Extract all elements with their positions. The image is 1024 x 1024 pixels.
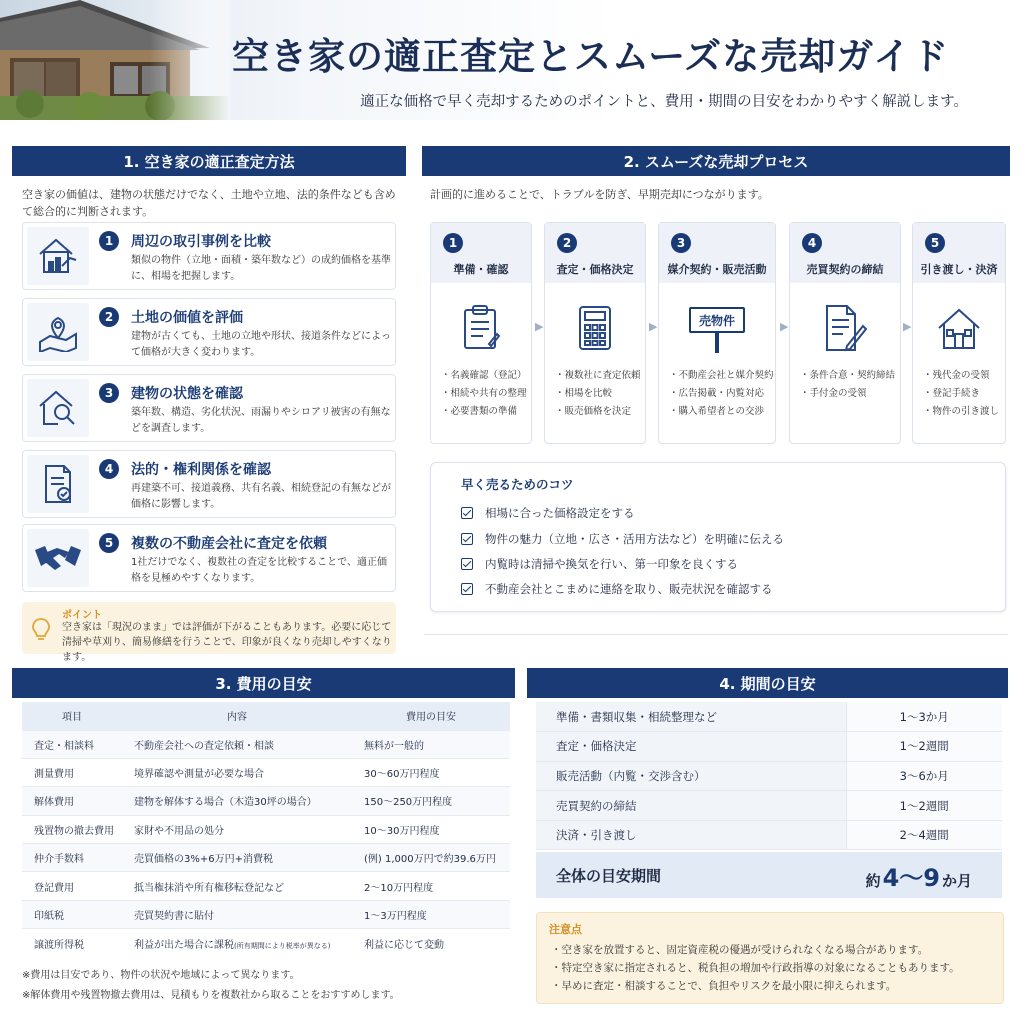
- table-row: 登記費用 抵当権抹消や所有権移転登記など 2〜10万円程度: [22, 872, 510, 900]
- method-number: 2: [99, 307, 119, 327]
- chevron-right-icon: ▶: [649, 320, 658, 333]
- tip-item: 不動産会社とこまめに連絡を取り、販売状況を確認する: [461, 581, 773, 597]
- table-row: 販売活動（内覧・交渉含む） 3〜6か月: [536, 761, 1002, 791]
- method-card-1: [22, 222, 396, 290]
- for-sale-sign-icon: [659, 293, 775, 363]
- tip-item: 相場に合った価格設定をする: [461, 505, 635, 521]
- step-item: ・ 登記手続き: [923, 385, 999, 403]
- column-header: 内容: [122, 702, 352, 730]
- method-number: 1: [99, 231, 119, 251]
- step-item: ・ 販売価格を決定: [555, 403, 641, 421]
- handshake-icon: [27, 529, 89, 587]
- section2-intro: 計画的に進めることで、トラブルを防ぎ、早期売却につながります。: [430, 188, 769, 201]
- step-card-5: [912, 222, 1006, 444]
- step-title: 引き渡し・決済: [920, 263, 998, 276]
- step-card-1: [430, 222, 532, 444]
- step-items: [441, 367, 527, 421]
- tip-item: 物件の魅力（立地・広さ・活用方法など）を明確に伝える: [461, 531, 784, 547]
- checkbox-checked-icon: [461, 583, 473, 595]
- method-desc: 建物が古くても、土地の立地や形状、接道条件などによって価格が大きく変わります。: [131, 331, 391, 358]
- step-card-3: [658, 222, 776, 444]
- caution-item: ・ 空き家を放置すると、固定資産税の優遇が受けられなくなる場合があります。: [551, 941, 960, 959]
- chevron-right-icon: ▶: [535, 320, 544, 333]
- method-title: 法的・権利関係を確認: [131, 462, 271, 478]
- step-item: ・ 物件の引き渡し: [923, 403, 999, 421]
- method-card-4: [22, 450, 396, 518]
- step-number: 5: [925, 233, 945, 253]
- section4-heading: 4. 期間の目安: [527, 668, 1008, 698]
- caution-item: ・ 早めに査定・相談することで、負担やリスクを最小限に抑えられます。: [551, 977, 960, 995]
- method-desc: 再建築不可、接道義務、共有名義、相続登記の有無などが価格に影響します。: [131, 483, 391, 510]
- step-number: 3: [671, 233, 691, 253]
- caution-item: ・ 特定空き家に指定されると、税負担の増加や行政指導の対象になることもあります。: [551, 959, 960, 977]
- total-period-row: [536, 852, 1002, 898]
- step-item: ・ 広告掲載・内覧対応: [669, 385, 774, 403]
- lightbulb-icon: [30, 616, 52, 646]
- house-magnifier-icon: [27, 379, 89, 437]
- step-number: 1: [443, 233, 463, 253]
- step-title: 媒介契約・販売活動: [667, 263, 767, 276]
- table-row: 譲渡所得税 利益が出た場合に課税(所有期間により税率が異なる) 利益に応じて変動: [22, 929, 510, 957]
- page-subtitle: 適正な価格で早く売却するためのポイントと、費用・期間の目安をわかりやすく解説します。: [360, 94, 968, 110]
- checkbox-checked-icon: [461, 533, 473, 545]
- step-item: ・ 複数社に査定依頼: [555, 367, 641, 385]
- point-text: 空き家は「現況のまま」では評価が下がることもあります。必要に応じて清掃や草刈り、簡易修繕を行うことで、印象が良くなり売却しやすくなります。: [62, 622, 392, 663]
- step-item: ・ 購入希望者との交渉: [669, 403, 774, 421]
- step-items: [555, 367, 641, 421]
- total-period-label: 全体の目安期間: [556, 866, 662, 885]
- step-item: ・ 手付金の受領: [800, 385, 895, 403]
- method-desc: 築年数、構造、劣化状況、雨漏りやシロアリ被害の有無などを調査します。: [131, 407, 391, 434]
- step-number: 2: [557, 233, 577, 253]
- column-header: 項目: [22, 702, 122, 730]
- table-row: 準備・書類収集・相続整理など 1〜3か月: [536, 702, 1002, 732]
- method-desc: 1社だけでなく、複数社の査定を比較することで、適正価格を見極めやすくなります。: [131, 557, 387, 584]
- house-icon: [913, 293, 1005, 363]
- step-item: ・ 残代金の受領: [923, 367, 999, 385]
- step-title: 査定・価格決定: [556, 263, 634, 276]
- step-item: ・ 名義確認（登記）: [441, 367, 527, 385]
- step-number: 4: [802, 233, 822, 253]
- method-number: 4: [99, 459, 119, 479]
- table-row: 査定・価格決定 1〜2週間: [536, 732, 1002, 762]
- step-title: 売買契約の締結: [806, 263, 884, 276]
- column-header: 費用の目安: [352, 702, 510, 730]
- cost-note: ※解体費用や残置物撤去費用は、見積もりを複数社から取ることをおすすめします。: [22, 990, 400, 1001]
- method-title: 建物の状態を確認: [131, 386, 243, 402]
- table-row: 査定・相談料 不動産会社への査定依頼・相談 無料が一般的: [22, 730, 510, 758]
- map-pin-icon: [27, 303, 89, 361]
- contract-pen-icon: [790, 293, 900, 363]
- tip-item: 内覧時は清掃や換気を行い、第一印象を良くする: [461, 556, 738, 572]
- page-header: [0, 0, 1024, 120]
- table-row: 売買契約の締結 1〜2週間: [536, 791, 1002, 821]
- step-title: 準備・確認: [453, 263, 509, 276]
- step-items: [800, 367, 895, 403]
- page-title: 空き家の適正査定とスムーズな売却ガイド: [232, 34, 950, 78]
- method-number: 3: [99, 383, 119, 403]
- chevron-right-icon: ▶: [903, 320, 912, 333]
- section1-heading: 1. 空き家の適正査定方法: [12, 146, 406, 176]
- step-item: ・ 相続や共有の整理: [441, 385, 527, 403]
- step-item: ・ 条件合意・契約締結: [800, 367, 895, 385]
- period-table: [536, 702, 1002, 850]
- method-title: 周辺の取引事例を比較: [131, 234, 271, 250]
- calculator-icon: [545, 293, 645, 363]
- table-row: 決済・引き渡し 2〜4週間: [536, 820, 1002, 850]
- table-row: 印紙税 売買契約書に貼付 1〜3万円程度: [22, 900, 510, 928]
- clipboard-icon: [431, 293, 531, 363]
- old-house-photo: [0, 0, 230, 120]
- step-item: ・ 不動産会社と媒介契約: [669, 367, 774, 385]
- method-card-5: [22, 524, 396, 592]
- house-chart-icon: [27, 227, 89, 285]
- step-items: [669, 367, 774, 421]
- step-card-4: [789, 222, 901, 444]
- divider: [424, 634, 1008, 635]
- caution-title: 注意点: [549, 923, 582, 936]
- section1-intro: 空き家の価値は、建物の状態だけでなく、土地や立地、法的条件なども含めて総合的に判断されます。: [22, 188, 396, 218]
- step-card-2: [544, 222, 646, 444]
- for-sale-sign-text: 売物件: [689, 307, 745, 333]
- cost-table: [22, 702, 510, 957]
- tips-title: 早く売るためのコツ: [461, 477, 574, 492]
- method-number: 5: [99, 533, 119, 553]
- section2-heading: 2. スムーズな売却プロセス: [422, 146, 1010, 176]
- method-title: 土地の価値を評価: [131, 310, 243, 326]
- table-row: 測量費用 境界確認や測量が必要な場合 30〜60万円程度: [22, 758, 510, 786]
- cost-note: ※費用は目安であり、物件の状況や地域によって異なります。: [22, 970, 300, 981]
- document-check-icon: [27, 455, 89, 513]
- method-desc: 類似の物件（立地・面積・築年数など）の成約価格を基準に、相場を把握します。: [131, 255, 391, 282]
- table-row: 仲介手数料 売買価格の3%+6万円+消費税 (例) 1,000万円で約39.6万円: [22, 844, 510, 872]
- table-row: 解体費用 建物を解体する場合（木造30坪の場合） 150〜250万円程度: [22, 787, 510, 815]
- checkbox-checked-icon: [461, 507, 473, 519]
- chevron-right-icon: ▶: [780, 320, 789, 333]
- point-box: [22, 602, 396, 663]
- tips-box: [430, 462, 1006, 612]
- method-title: 複数の不動産会社に査定を依頼: [131, 536, 327, 552]
- method-card-3: [22, 374, 396, 442]
- caution-list: [551, 941, 960, 995]
- table-row: 残置物の撤去費用 家財や不用品の処分 10〜30万円程度: [22, 815, 510, 843]
- method-card-2: [22, 298, 396, 366]
- step-items: [923, 367, 999, 421]
- total-period-value: 約 4〜9 か月: [865, 863, 972, 892]
- step-item: ・ 必要書類の準備: [441, 403, 527, 421]
- checkbox-checked-icon: [461, 558, 473, 570]
- caution-box: [536, 912, 1004, 1004]
- point-label: ポイント: [62, 610, 102, 621]
- section3-heading: 3. 費用の目安: [12, 668, 515, 698]
- step-item: ・ 相場を比較: [555, 385, 641, 403]
